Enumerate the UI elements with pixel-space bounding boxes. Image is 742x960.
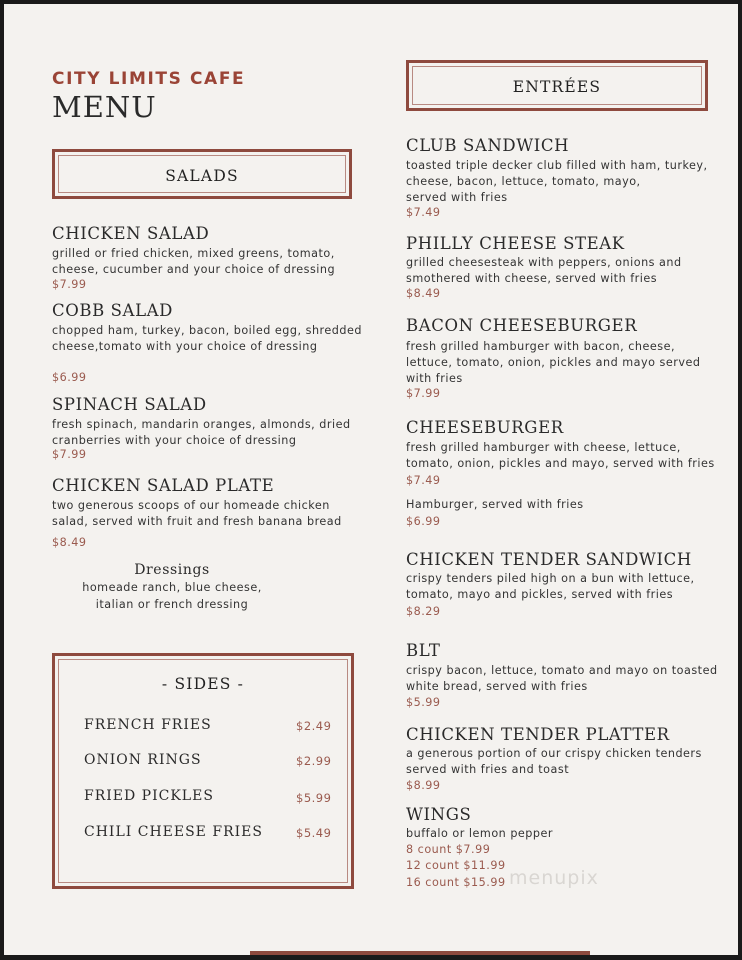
item-price: $7.99 <box>52 278 87 291</box>
item-name: CLUB SANDWICH <box>406 136 570 155</box>
bottom-divider <box>250 951 590 955</box>
page-title: MENU <box>52 90 157 124</box>
item-desc: smothered with cheese, served with fries <box>406 272 658 285</box>
sides-heading: - SIDES - <box>161 675 245 693</box>
item-desc: served with fries and toast <box>406 763 570 776</box>
side-name: FRIED PICKLES <box>84 788 214 804</box>
item-desc: lettuce, tomato, onion, pickles and mayo served <box>406 356 701 369</box>
entrees-heading-box <box>406 60 708 111</box>
item-price: $7.49 <box>406 206 441 219</box>
item-price: $8.99 <box>406 779 441 792</box>
restaurant-name: CITY LIMITS CAFE <box>52 69 246 89</box>
item-desc: tomato, mayo and pickles, served with fries <box>406 588 674 601</box>
item-price: $8.49 <box>52 536 87 549</box>
salads-heading-box <box>52 149 352 199</box>
item-desc: Hamburger, served with fries <box>406 498 584 511</box>
item-price: 12 count $11.99 <box>406 859 506 872</box>
item-name: BLT <box>406 641 441 660</box>
item-desc: cheese,tomato with your choice of dressing <box>52 340 318 353</box>
item-desc: with fries <box>406 372 463 385</box>
side-price: $2.49 <box>296 719 332 733</box>
item-desc: cheese, cucumber and your choice of dressing <box>52 263 336 276</box>
item-desc: grilled cheesesteak with peppers, onions and <box>406 256 682 269</box>
dressings-line: italian or french dressing <box>95 597 249 611</box>
item-desc: fresh spinach, mandarin oranges, almonds, dried <box>52 418 351 431</box>
dressings-line: homeade ranch, blue cheese, <box>82 581 262 594</box>
item-name: BACON CHEESEBURGER <box>406 316 638 335</box>
item-desc: cheese, bacon, lettuce, tomato, mayo, <box>406 175 641 188</box>
item-desc: crispy tenders piled high on a bun with lettuce, <box>406 572 695 585</box>
item-desc: cranberries with your choice of dressing <box>52 434 297 447</box>
item-desc: toasted triple decker club filled with ham, turkey, <box>406 159 708 172</box>
item-desc: served with fries <box>406 191 508 204</box>
item-name: PHILLY CHEESE STEAK <box>406 234 625 253</box>
item-price: $5.99 <box>406 696 441 709</box>
side-name: ONION RINGS <box>84 752 202 768</box>
item-desc: grilled or fried chicken, mixed greens, tomato, <box>52 247 335 260</box>
menu-page <box>4 4 738 955</box>
item-price: $6.99 <box>406 515 441 528</box>
item-price: $7.99 <box>52 448 87 461</box>
side-price: $5.99 <box>296 791 332 805</box>
item-name: CHICKEN TENDER SANDWICH <box>406 550 692 569</box>
dressings-block <box>52 562 292 613</box>
sides-box <box>52 653 354 889</box>
item-name: SPINACH SALAD <box>52 395 207 414</box>
side-name: FRENCH FRIES <box>84 717 212 733</box>
side-price: $5.49 <box>296 826 332 840</box>
item-name: COBB SALAD <box>52 301 173 320</box>
item-price: $6.99 <box>52 371 87 384</box>
item-desc: two generous scoops of our homeade chicken <box>52 499 330 512</box>
item-desc: buffalo or lemon pepper <box>406 827 553 840</box>
item-desc: fresh grilled hamburger with bacon, cheese, <box>406 340 676 353</box>
side-price: $2.99 <box>296 754 332 768</box>
entrees-heading: ENTRÉES <box>512 78 602 96</box>
dressings-title: Dressings <box>134 562 210 578</box>
watermark: menupix <box>509 867 599 889</box>
item-name: CHICKEN SALAD PLATE <box>52 476 275 495</box>
item-desc: fresh grilled hamburger with cheese, lettuce, <box>406 441 681 454</box>
salads-heading: SALADS <box>165 167 239 185</box>
item-name: WINGS <box>406 805 472 824</box>
item-price: $7.99 <box>406 387 441 400</box>
item-desc: white bread, served with fries <box>406 680 588 693</box>
item-name: CHICKEN SALAD <box>52 224 210 243</box>
item-desc: tomato, onion, pickles and mayo, served with fries <box>406 457 715 470</box>
item-desc: crispy bacon, lettuce, tomato and mayo on toasted <box>406 664 718 677</box>
item-price: 16 count $15.99 <box>406 876 506 889</box>
item-price: $8.29 <box>406 605 441 618</box>
item-desc: a generous portion of our crispy chicken tenders <box>406 747 702 760</box>
item-name: CHEESEBURGER <box>406 418 564 437</box>
item-price: $8.49 <box>406 287 441 300</box>
item-price: $7.49 <box>406 474 441 487</box>
side-name: CHILI CHEESE FRIES <box>84 824 263 840</box>
item-desc: chopped ham, turkey, bacon, boiled egg, shredded <box>52 324 362 337</box>
item-desc: salad, served with fruit and fresh banana bread <box>52 515 342 528</box>
item-price: 8 count $7.99 <box>406 843 491 856</box>
item-name: CHICKEN TENDER PLATTER <box>406 725 670 744</box>
